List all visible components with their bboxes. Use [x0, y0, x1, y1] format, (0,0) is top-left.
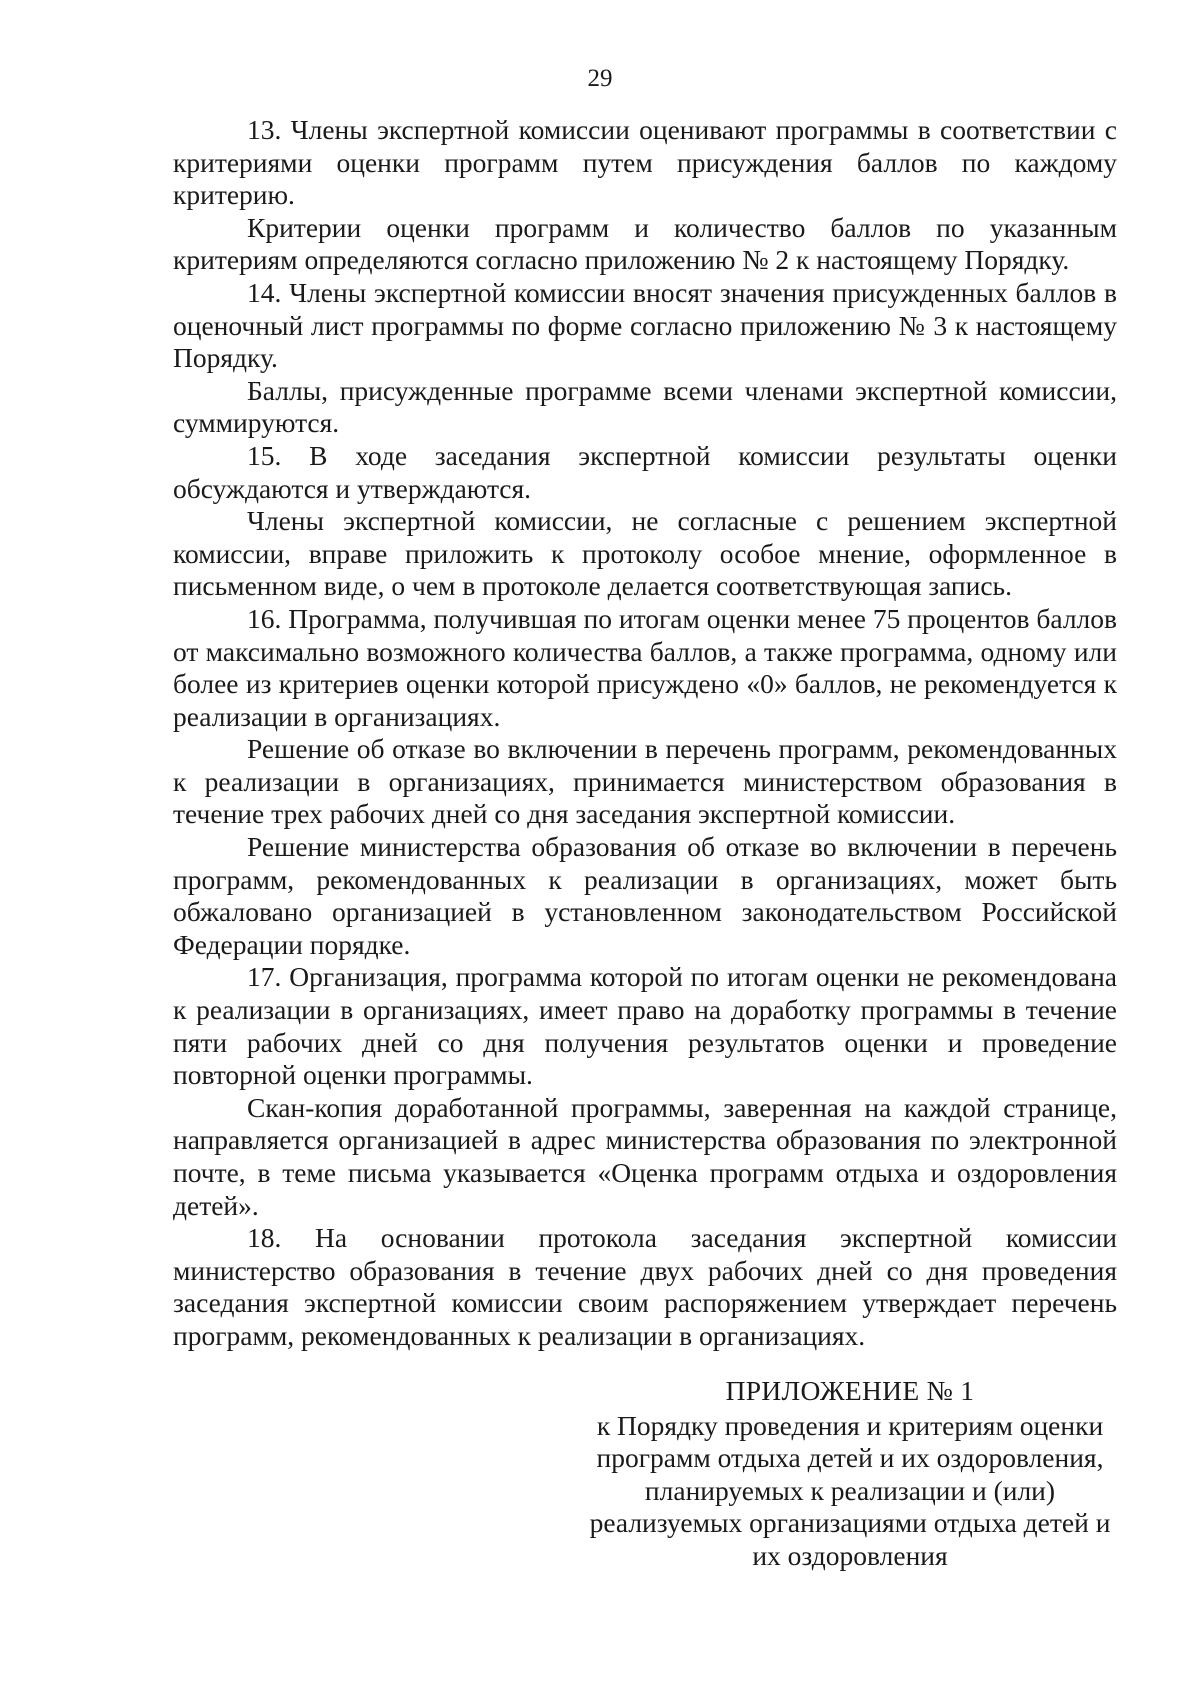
paragraph-item-13: 13. Члены экспертной комиссии оценивают программы в соответствии с критериями оценки программ путем присуждения баллов по каждому критерию.: [173, 114, 1117, 211]
paragraph-item-15: 15. В ходе заседания экспертной комиссии результаты оценки обсуждаются и утверждаются.: [173, 439, 1117, 504]
paragraph-criteria-scoring: Критерии оценки программ и количество баллов по указанным критериям определяются согласно приложению № 2 к настоящему Порядку.: [173, 211, 1117, 276]
appendix-subtitle: к Порядку проведения и критериям оценки программ отдыха детей и их оздоровления, планируемых к реализации и (или) реализуемых организациями отдыха детей и их оздоровления: [589, 1409, 1111, 1571]
page-number: 29: [587, 65, 613, 92]
paragraph-scan-copy: Скан-копия доработанной программы, заверенная на каждой странице, направляется организацией в адрес министерства образования по электронной почте, в теме письма указывается «Оценка программ отдыха и оздоровления детей».: [173, 1091, 1117, 1221]
paragraph-appeal: Решение министерства образования об отказе во включении в перечень программ, рекомендованных к реализации в организациях, может быть обжаловано организацией в установленном законодательством Российской Федерации порядке.: [173, 831, 1117, 960]
paragraph-score-summation: Баллы, присужденные программе всеми членами экспертной комиссии, суммируются.: [173, 374, 1117, 439]
paragraph-item-14: 14. Члены экспертной комиссии вносят значения присужденных баллов в оценочный лист программы по форме согласно приложению № 3 к настоящему Порядку.: [173, 276, 1117, 374]
paragraph-item-17: 17. Организация, программа которой по итогам оценки не рекомендована к реализации в организациях, имеет право на доработку программы в течение пяти рабочих дней со дня получения результатов оценки и проведение повторной оценки программы.: [173, 961, 1117, 1091]
paragraph-dissenting-opinion: Члены экспертной комиссии, не согласные с решением экспертной комиссии, вправе приложить к протоколу особое мнение, оформленное в письменном виде, о чем в протоколе делается соответствующая запись.: [173, 505, 1117, 602]
paragraph-refusal-decision: Решение об отказе во включении в перечень программ, рекомендованных к реализации в организациях, принимается министерством образования в течение трех рабочих дней со дня заседания экспертной комиссии.: [173, 733, 1117, 830]
paragraph-item-16: 16. Программа, получившая по итогам оценки менее 75 процентов баллов от максимально возможного количества баллов, а также программа, одному или более из критериев оценки которой присуждено «0» баллов, не рекомендуется к реализации в организациях.: [173, 602, 1117, 732]
appendix-title: ПРИЛОЖЕНИЕ № 1: [725, 1375, 975, 1406]
appendix-block: [585, 1375, 1115, 1573]
paragraph-item-18: 18. На основании протокола заседания экспертной комиссии министерство образования в течение двух рабочих дней со дня проведения заседания экспертной комиссии своим распоряжением утверждает перечень программ, рекомендованных к реализации в организациях.: [173, 1222, 1117, 1351]
document-body: [173, 114, 1117, 1353]
